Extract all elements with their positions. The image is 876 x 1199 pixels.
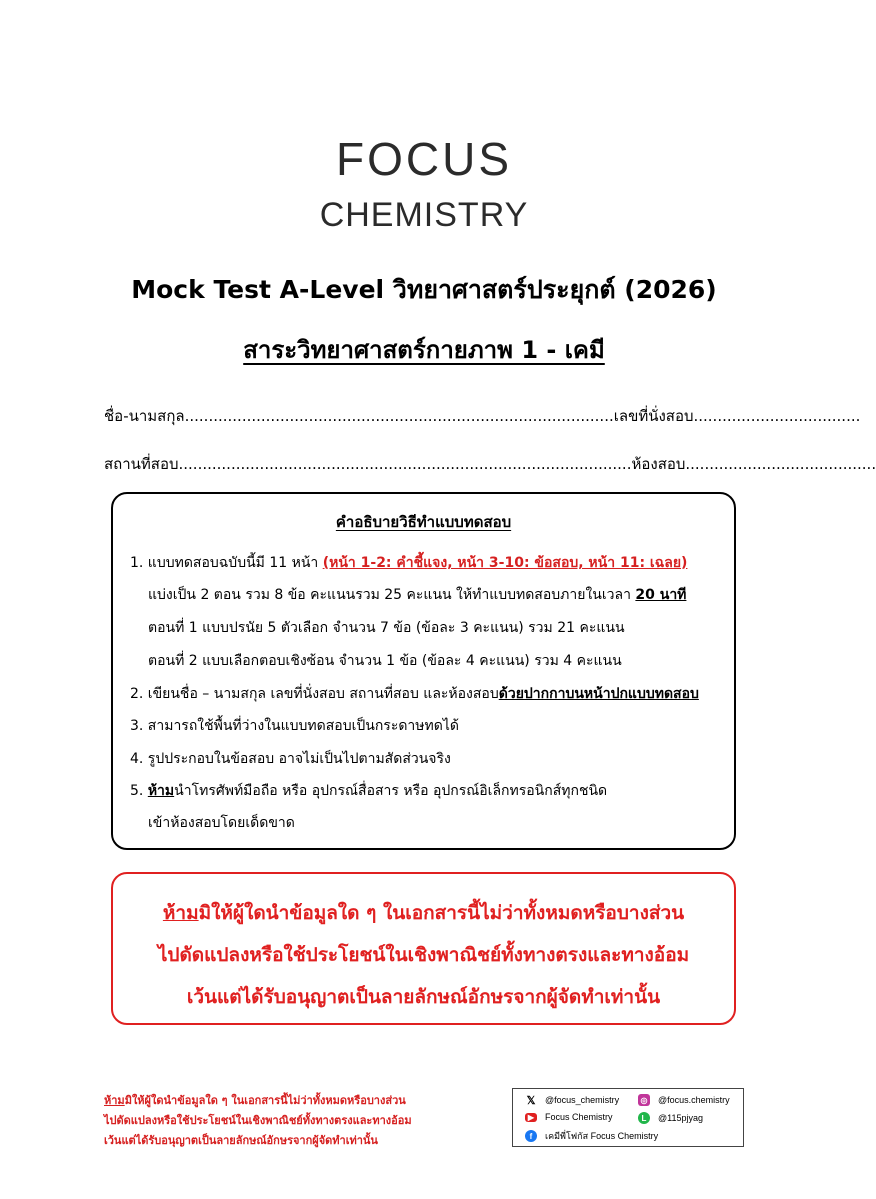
instagram-link[interactable]: ◎ @focus.chemistry xyxy=(638,1094,730,1106)
name-dots[interactable]: .......................................................................................... xyxy=(184,407,614,425)
place-label: สถานที่สอบ xyxy=(104,455,179,473)
instructions-box xyxy=(111,492,736,850)
logo-focus: FOCUS xyxy=(336,133,512,185)
instructions-heading: คำอธิบายวิธีทำแบบทดสอบ xyxy=(335,513,512,531)
x-link[interactable]: 𝕏 @focus_chemistry xyxy=(526,1094,620,1107)
instagram-icon: ◎ xyxy=(638,1094,650,1106)
place-dots[interactable]: ............................................................................................... xyxy=(178,455,632,473)
footer-warning-2: ไปดัดแปลงหรือใช้ประโยชน์ในเชิงพาณิชย์ทั้งทางตรงและทางอ้อม xyxy=(104,1114,412,1127)
x-icon: 𝕏 xyxy=(526,1094,536,1107)
warning-line-3: เว้นแต่ได้รับอนุญาตเป็นลายลักษณ์อักษรจากผู้จัดทำเท่านั้น xyxy=(186,986,661,1008)
name-label: ชื่อ-นามสกุล xyxy=(104,407,185,425)
instruction-2: 2. เขียนชื่อ – นามสกุล เลขที่นั่งสอบ สถานที่สอบ และห้องสอบด้วยปากกาบนหน้าปกแบบทดสอบ xyxy=(130,686,699,702)
warning-line-1: ห้ามมิให้ผู้ใดนำข้อมูลใด ๆ ในเอกสารนี้ไม่ว่าทั้งหมดหรือบางส่วน xyxy=(162,902,685,924)
instruction-1-line2: แบ่งเป็น 2 ตอน รวม 8 ข้อ คะแนนรวม 25 คะแนน ให้ทำแบบทดสอบภายในเวลา 20 นาที xyxy=(148,587,687,603)
footer-warning-1: ห้ามมิให้ผู้ใดนำข้อมูลใด ๆ ในเอกสารนี้ไม่ว่าทั้งหมดหรือบางส่วน xyxy=(104,1094,406,1107)
warning-line-2: ไปดัดแปลงหรือใช้ประโยชน์ในเชิงพาณิชย์ทั้งทางตรงและทางอ้อม xyxy=(157,944,690,966)
line-link[interactable]: L @115pjyag xyxy=(638,1112,703,1124)
footer-warning-3: เว้นแต่ได้รับอนุญาตเป็นลายลักษณ์อักษรจากผู้จัดทำเท่านั้น xyxy=(104,1134,378,1147)
instruction-1: 1. แบบทดสอบฉบับนี้มี 11 หน้า (หน้า 1-2: คำชี้แจง, หน้า 3-10: ข้อสอบ, หน้า 11: เฉลย) xyxy=(130,555,688,571)
instruction-1-line3: ตอนที่ 1 แบบปรนัย 5 ตัวเลือก จำนวน 7 ข้อ (ข้อละ 3 คะแนน) รวม 21 คะแนน xyxy=(148,620,625,636)
youtube-icon: ▶ xyxy=(525,1113,537,1122)
instruction-5: 5. ห้ามนำโทรศัพท์มือถือ หรือ อุปกรณ์สื่อสาร หรือ อุปกรณ์อิเล็กทรอนิกส์ทุกชนิด xyxy=(130,783,608,799)
seat-label: เลขที่นั่งสอบ xyxy=(613,407,694,425)
page-subtitle: สาระวิทยาศาสตร์กายภาพ 1 - เคมี xyxy=(243,336,605,364)
instruction-1-line4: ตอนที่ 2 แบบเลือกตอบเชิงซ้อน จำนวน 1 ข้อ (ข้อละ 4 คะแนน) รวม 4 คะแนน xyxy=(148,653,622,669)
instruction-4: 4. รูปประกอบในข้อสอบ อาจไม่เป็นไปตามสัดส่วนจริง xyxy=(130,751,451,767)
time-limit: 20 นาที xyxy=(635,587,687,603)
seat-dots[interactable]: ................................... xyxy=(693,407,861,425)
instruction-3: 3. สามารถใช้พื้นที่ว่างในแบบทดสอบเป็นกระดาษทดได้ xyxy=(130,718,459,734)
social-links-box xyxy=(512,1088,744,1147)
room-dots[interactable]: ........................................ xyxy=(685,455,876,473)
room-label: ห้องสอบ xyxy=(631,455,686,473)
place-room-line xyxy=(104,452,876,476)
facebook-icon: f xyxy=(525,1130,537,1142)
line-icon: L xyxy=(638,1112,650,1124)
youtube-link[interactable]: ▶ Focus Chemistry xyxy=(525,1112,613,1122)
instruction-5-line2: เข้าห้องสอบโดยเด็ดขาด xyxy=(148,815,295,831)
name-seat-line xyxy=(104,404,861,428)
copyright-warning-box xyxy=(111,872,736,1025)
page-title: Mock Test A-Level วิทยาศาสตร์ประยุกต์ (2026) xyxy=(131,275,717,304)
pages-note: (หน้า 1-2: คำชี้แจง, หน้า 3-10: ข้อสอบ, หน้า 11: เฉลย) xyxy=(322,555,688,571)
facebook-link[interactable]: f เคมีพี่โฟกัส Focus Chemistry xyxy=(525,1129,658,1143)
logo-chemistry: CHEMISTRY xyxy=(319,196,529,234)
